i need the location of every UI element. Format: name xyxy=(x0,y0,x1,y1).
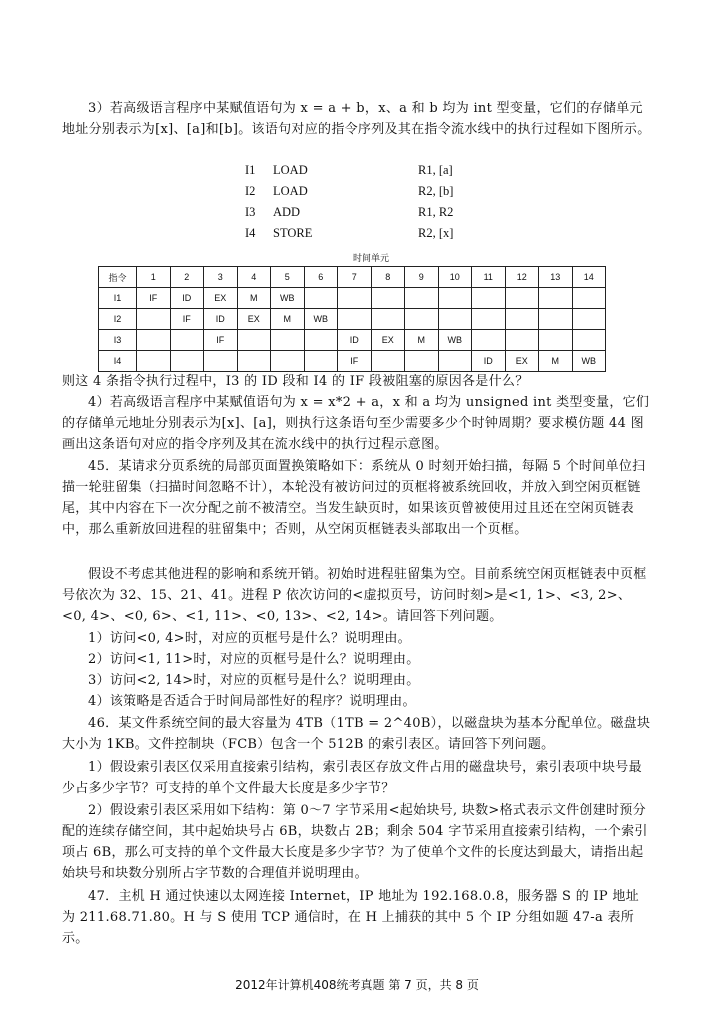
stage-cell xyxy=(539,309,573,330)
cycle-number: 13 xyxy=(539,267,573,288)
stage-cell: IF xyxy=(137,288,171,309)
stage-cell xyxy=(505,330,539,351)
code-args: R1, [a] xyxy=(418,163,453,177)
pipeline-header-row xyxy=(99,267,606,288)
cycle-number: 4 xyxy=(237,267,271,288)
cycle-number: 11 xyxy=(472,267,506,288)
code-op: LOAD xyxy=(273,184,308,198)
cycle-number: 1 xyxy=(137,267,171,288)
stage-cell xyxy=(271,351,305,372)
q47-intro: 47．主机 H 通过快速以太网连接 Internet，IP 地址为 192.168.0.8，服务器 S 的 IP 地址为 211.68.71.80。H 与 S 使用 TCP 通信时，在 H 上捕获的其中 5 个 IP 分组如题 47-a 表所示。 xyxy=(62,889,639,946)
q45-item: 1）访问<0, 4>时，对应的页框号是什么？说明理由。 xyxy=(88,631,411,646)
q45-item: 2）访问<1, 11>时，对应的页框号是什么？说明理由。 xyxy=(88,652,420,667)
stage-cell xyxy=(438,309,472,330)
stage-cell xyxy=(472,330,506,351)
cycle-number: 6 xyxy=(304,267,338,288)
code-label: I3 xyxy=(245,205,256,219)
stage-cell xyxy=(405,351,439,372)
pipeline-row xyxy=(99,330,606,351)
q46-intro: 46．某文件系统空间的最大容量为 4TB（1TB = 2^40B），以磁盘块为基本分配单位。磁盘块大小为 1KB。文件控制块（FCB）包含一个 512B 的索引表区。请回答下列问题。 xyxy=(62,716,651,752)
stage-cell xyxy=(371,288,405,309)
page-footer: 2012年计算机408统考真题 第 7 页，共 8 页 xyxy=(235,978,479,992)
stage-cell: EX xyxy=(204,288,238,309)
stage-cell: IF xyxy=(170,309,204,330)
q44-part4-text: 4）若高级语言程序中某赋值语句为 x = x*2 + a，x 和 a 均为 unsigned int 类型变量，它们的存储单元地址分别表示为[x]、[a]，则执行这条语句至少需要多少个时钟周期？要求模仿题 44 图画出这条语句对应的指令序列及其在流水线中的执行过程示意图。 xyxy=(62,395,650,452)
stage-cell xyxy=(505,309,539,330)
pipeline-row xyxy=(99,351,606,372)
stage-cell xyxy=(304,351,338,372)
stage-cell xyxy=(237,351,271,372)
stage-cell: IF xyxy=(204,330,238,351)
code-op: STORE xyxy=(273,226,313,240)
stage-cell xyxy=(405,309,439,330)
stage-cell: IF xyxy=(338,351,372,372)
stage-cell: ID xyxy=(204,309,238,330)
instruction-label: I3 xyxy=(99,330,137,351)
stage-cell xyxy=(371,309,405,330)
stage-cell xyxy=(438,288,472,309)
code-args: R2, [x] xyxy=(418,226,454,240)
code-label: I4 xyxy=(245,226,256,240)
q44-question: 则这 4 条指令执行过程中，I3 的 ID 段和 I4 的 IF 段被阻塞的原因各是什么？ xyxy=(62,374,529,389)
stage-cell: EX xyxy=(371,330,405,351)
cycle-number: 3 xyxy=(204,267,238,288)
q46-part1: 1）假设索引表区仅采用直接索引结构，索引表区存放文件占用的磁盘块号，索引表项中块号最少占多少字节？可支持的单个文件最大长度是多少字节？ xyxy=(62,760,642,796)
pipeline-row xyxy=(99,288,606,309)
pipeline-row xyxy=(99,309,606,330)
stage-cell xyxy=(338,309,372,330)
pipeline-title: 时间单元 xyxy=(137,248,606,267)
stage-cell xyxy=(304,330,338,351)
q45-intro: 45．某请求分页系统的局部页面置换策略如下：系统从 0 时刻开始扫描，每隔 5 个时间单位扫描一轮驻留集（扫描时间忽略不计），本轮没有被访问过的页框将被系统回收，并放入到空闲页框链尾，其中内容在下一次分配之前不被清空。当发生缺页时，如果该页曾被使用过且还在空闲页链表中，那么重新放回进程的驻留集中；否则，从空闲页框链表头部取出一个页框。 xyxy=(62,459,646,537)
instruction-label: I1 xyxy=(99,288,137,309)
stage-cell xyxy=(505,288,539,309)
stage-cell xyxy=(371,351,405,372)
q44-part3-text: 3）若高级语言程序中某赋值语句为 x = a + b，x、a 和 b 均为 int 型变量，它们的存储单元地址分别表示为[x]、[a]和[b]。该语句对应的指令序列及其在指令流水线中的执行过程如下图所示。 xyxy=(62,101,651,137)
code-label: I2 xyxy=(245,184,256,198)
stage-cell xyxy=(472,309,506,330)
stage-cell xyxy=(539,288,573,309)
stage-cell xyxy=(338,288,372,309)
stage-cell: EX xyxy=(237,309,271,330)
stage-cell: WB xyxy=(304,309,338,330)
q45-item: 3）访问<2, 14>时，对应的页框号是什么？说明理由。 xyxy=(88,673,420,688)
cycle-number: 5 xyxy=(271,267,305,288)
stage-cell: EX xyxy=(505,351,539,372)
cycle-number: 7 xyxy=(338,267,372,288)
pipeline-table xyxy=(98,248,606,372)
q46-part2: 2）假设索引表区采用如下结构：第 0～7 字节采用<起始块号, 块数>格式表示文件创建时预分配的连续存储空间，其中起始块号占 6B，块数占 2B；剩余 504 字节采用直接索引结构，一个索引项占 6B，那么可支持的单个文件最大长度是多少字节？为了使单个文件的长度达到最大，请指出起始块号和块数分别所占字节数的合理值并说明理由。 xyxy=(62,803,648,881)
cycle-number: 8 xyxy=(371,267,405,288)
stage-cell xyxy=(237,330,271,351)
stage-cell xyxy=(137,330,171,351)
q45-assumption: 假设不考虑其他进程的影响和系统开销。初始时进程驻留集为空。目前系统空闲页框链表中页框号依次为 32、15、21、41。进程 P 依次访问的<虚拟页号，访问时刻>是<1, 1>、<3, 2>、<0, 4>、<0, 6>、<1, 11>、<0, 13>、<2, 14>。请回答下列问题。 xyxy=(62,567,647,624)
stage-cell xyxy=(572,309,606,330)
stage-cell: M xyxy=(237,288,271,309)
instruction-label: I4 xyxy=(99,351,137,372)
stage-cell xyxy=(137,351,171,372)
stage-cell: WB xyxy=(271,288,305,309)
instruction-label: I2 xyxy=(99,309,137,330)
stage-cell xyxy=(204,351,238,372)
stage-cell: WB xyxy=(572,351,606,372)
stage-cell: ID xyxy=(472,351,506,372)
stage-cell: M xyxy=(271,309,305,330)
cycle-number: 2 xyxy=(170,267,204,288)
stage-cell xyxy=(438,351,472,372)
q45-item: 4）该策略是否适合于时间局部性好的程序？说明理由。 xyxy=(88,694,416,709)
stage-cell xyxy=(572,330,606,351)
code-op: LOAD xyxy=(273,163,308,177)
code-label: I1 xyxy=(245,163,256,177)
stage-cell xyxy=(539,330,573,351)
stage-cell xyxy=(405,288,439,309)
stage-cell xyxy=(572,288,606,309)
stage-cell xyxy=(170,351,204,372)
stage-cell: M xyxy=(405,330,439,351)
stage-cell: M xyxy=(539,351,573,372)
stage-cell xyxy=(304,288,338,309)
code-op: ADD xyxy=(273,205,301,219)
stage-cell xyxy=(170,330,204,351)
code-args: R2, [b] xyxy=(418,184,454,198)
cycle-number: 14 xyxy=(572,267,606,288)
cycle-number: 12 xyxy=(505,267,539,288)
code-args: R1, R2 xyxy=(418,205,454,219)
stage-cell xyxy=(472,288,506,309)
stage-cell xyxy=(271,330,305,351)
stage-cell: ID xyxy=(338,330,372,351)
stage-cell: WB xyxy=(438,330,472,351)
cycle-number: 9 xyxy=(405,267,439,288)
pipeline-title-row xyxy=(99,248,606,267)
pipeline-col-header: 指令 xyxy=(99,267,137,288)
cycle-number: 10 xyxy=(438,267,472,288)
stage-cell: ID xyxy=(170,288,204,309)
stage-cell xyxy=(137,309,171,330)
